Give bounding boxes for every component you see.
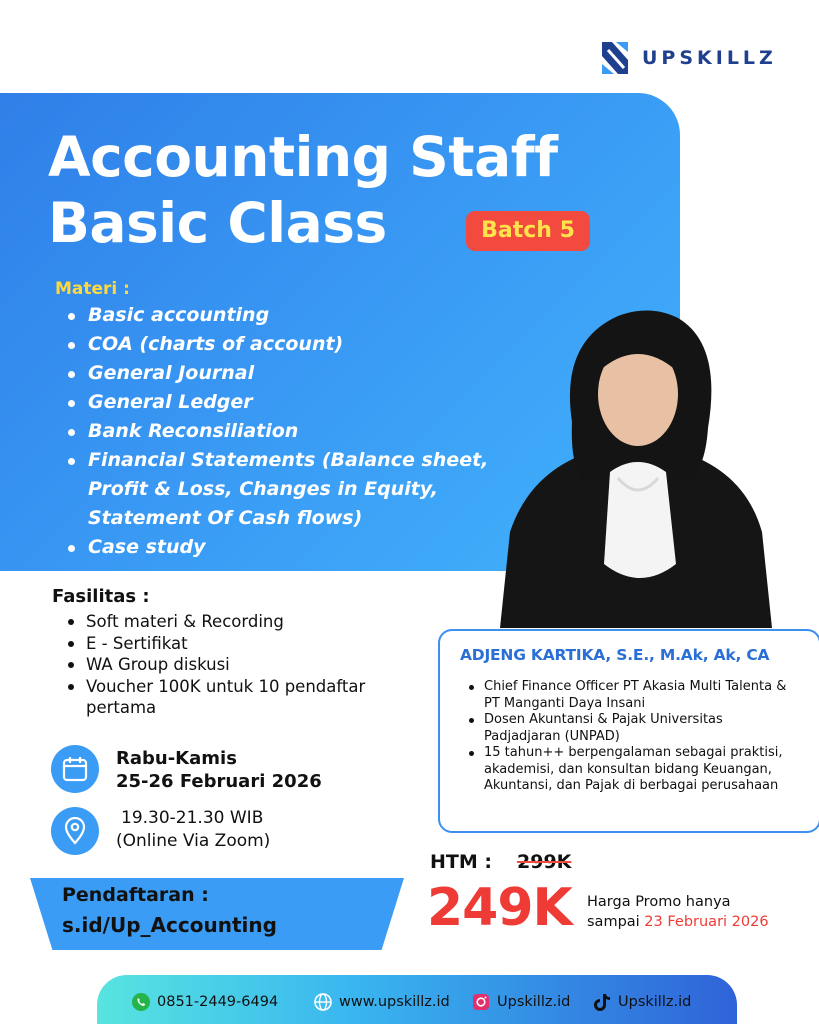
globe-icon xyxy=(313,992,333,1012)
instagram-handle: Upskillz.id xyxy=(497,994,571,1010)
schedule-time: 19.30-21.30 WIB xyxy=(121,808,264,828)
footer-phone[interactable] xyxy=(131,992,278,1012)
phone-number: 0851-2449-6494 xyxy=(157,994,279,1010)
speaker-name: ADJENG KARTIKA, S.E., M.Ak, Ak, CA xyxy=(460,646,770,664)
whatsapp-icon xyxy=(131,992,151,1012)
materi-item: COA (charts of account) xyxy=(66,330,536,359)
promo-prefix: sampai xyxy=(587,914,645,930)
fasilitas-item: Soft materi & Recording xyxy=(66,611,436,633)
website-url: www.upskillz.id xyxy=(339,994,450,1010)
credential-item: Dosen Akuntansi & Pajak Universitas Padjadjaran (UNPAD) xyxy=(468,712,798,745)
upskillz-logo-icon xyxy=(598,38,632,78)
speaker-photo xyxy=(500,302,772,628)
footer-tiktok[interactable] xyxy=(592,992,691,1012)
instagram-icon xyxy=(471,992,491,1012)
speaker-card xyxy=(438,629,819,833)
schedule-days: Rabu-Kamis xyxy=(116,748,237,769)
title-line-2: Basic Class xyxy=(48,191,387,255)
materi-item: General Journal xyxy=(66,359,536,388)
tiktok-handle: Upskillz.id xyxy=(618,994,692,1010)
fasilitas-item: E - Sertifikat xyxy=(66,633,436,655)
location-pin-icon xyxy=(51,807,99,855)
schedule-dates: 25-26 Februari 2026 xyxy=(116,771,322,792)
promo-text-line2 xyxy=(587,914,769,930)
speaker-credentials xyxy=(468,679,798,795)
footer-instagram[interactable] xyxy=(471,992,570,1012)
materi-item: Bank Reconsiliation xyxy=(66,417,536,446)
brand-name: UPSKILLZ xyxy=(642,47,777,69)
fasilitas-label: Fasilitas : xyxy=(52,586,150,607)
footer-website[interactable] xyxy=(313,992,450,1012)
promo-text-line1: Harga Promo hanya xyxy=(587,894,731,910)
schedule-mode: (Online Via Zoom) xyxy=(116,831,271,851)
materi-item: Basic accounting xyxy=(66,301,536,330)
fasilitas-item: WA Group diskusi xyxy=(66,654,436,676)
promo-price: 249K xyxy=(427,878,572,938)
fasilitas-list xyxy=(66,611,436,719)
promo-date: 23 Februari 2026 xyxy=(644,914,769,930)
brand-logo xyxy=(598,38,777,78)
credential-item: Chief Finance Officer PT Akasia Multi Talenta & PT Manganti Daya Insani xyxy=(468,679,798,712)
price-label: HTM : xyxy=(430,851,492,873)
calendar-icon xyxy=(51,745,99,793)
materi-label: Materi : xyxy=(55,279,130,299)
materi-list xyxy=(66,301,536,562)
tiktok-icon xyxy=(592,992,612,1012)
batch-badge: Batch 5 xyxy=(466,211,590,251)
registration-link[interactable]: s.id/Up_Accounting xyxy=(62,913,277,937)
old-price: 299K xyxy=(517,851,572,873)
registration-label: Pendaftaran : xyxy=(62,884,209,906)
materi-item: Case study xyxy=(66,533,536,562)
title-line-1: Accounting Staff xyxy=(48,125,558,189)
fasilitas-item: Voucher 100K untuk 10 pendaftar pertama xyxy=(66,676,436,719)
materi-item: General Ledger xyxy=(66,388,536,417)
credential-item: 15 tahun++ berpengalaman sebagai praktisi, akademisi, dan konsultan bidang Keuangan, Akuntansi, dan Pajak di berbagai perusahaan xyxy=(468,745,798,795)
materi-item: Financial Statements (Balance sheet, Profit & Loss, Changes in Equity, Statement Of Cash flows) xyxy=(66,446,536,533)
